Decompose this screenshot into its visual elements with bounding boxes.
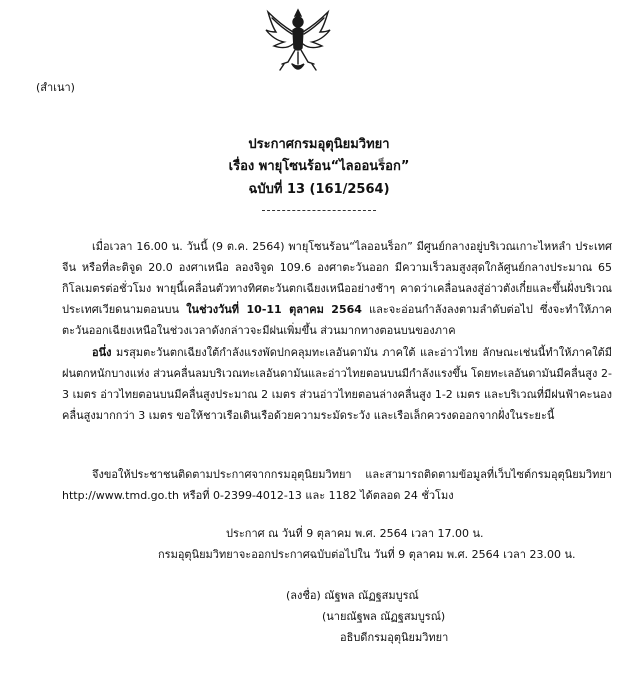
- document-title: ประกาศกรมอุตุนิยมวิทยา: [248, 137, 390, 152]
- signature-line: (ลงชื่อ) ณัฐพล ณัฏฐสมบูรณ์: [286, 589, 419, 602]
- signatory-name: (นายณัฐพล ณัฏฐสมบูรณ์): [322, 610, 446, 623]
- signatory-position: อธิบดีกรมอุตุนิยมวิทยา: [340, 631, 449, 644]
- next-announcement: กรมอุตุนิยมวิทยาจะออกประกาศฉบับต่อไปใน วันที่ 9 ตุลาคม พ.ศ. 2564 เวลา 23.00 น.: [158, 548, 576, 561]
- storm-info-tail: และจะอ่อนกำลังลงตามลำดับต่อไป ซึ่งจะทำให้ภาคตะวันออกเฉียงเหนือในช่วงเวลาดังกล่าวจะมีฝนเพิ่มขึ้น ส่วนมากทางตอนบนของภาค: [62, 303, 612, 337]
- copy-mark: (สำเนา): [36, 81, 75, 94]
- announcement-date: ประกาศ ณ วันที่ 9 ตุลาคม พ.ศ. 2564 เวลา 17.00 น.: [226, 527, 484, 540]
- paragraph-follow-up: [62, 464, 612, 506]
- paragraph-monsoon: [62, 342, 612, 426]
- document-subject: เรื่อง พายุโซนร้อน“ไลออนร็อก”: [228, 159, 410, 174]
- storm-date-range: ในช่วงวันที่ 10-11 ตุลาคม 2564: [186, 303, 362, 316]
- storm-info-text: เมื่อเวลา 16.00 น. วันนี้ (9 ต.ค. 2564) พายุโซนร้อน“ไลออนร็อก” มีศูนย์กลางอยู่บริเวณเกาะไหหลำ ประเทศจีน หรือที่ละติจูด 20.0 องศาเหนือ ลองจิจูด 109.6 องศาตะวันออก มีความเร็วลมสูงสุดใกล้ศูนย์กลางประมาณ 65 กิโลเมตรต่อชั่วโมง พายุนี้เคลื่อนตัวทางทิศตะวันตกเฉียงเหนืออย่างช้าๆ คาดว่าเคลื่อนลงสู่อ่าวตังเกี๋ยและขึ้นฝั่งบริเวณประเทศเวียดนามตอนบน: [62, 240, 612, 316]
- issue-number: ฉบับที่ 13 (161/2564): [248, 182, 390, 197]
- monsoon-text: มรสุมตะวันตกเฉียงใต้กำลังแรงพัดปกคลุมทะเลอันดามัน ภาคใต้ และอ่าวไทย ลักษณะเช่นนี้ทำให้ภาคใต้มีฝนตกหนักบางแห่ง ส่วนคลื่นลมบริเวณทะเลอันดามันและอ่าวไทยตอนบนมีกำลังแรงขึ้น โดยทะเลอันดามันมีคลื่นสูง 2-3 เมตร อ่าวไทยตอนบนมีคลื่นสูงประมาณ 2 เมตร ส่วนอ่าวไทยตอนล่างคลื่นสูง 1-2 เมตร และบริเวณที่มีฝนฟ้าคะนองคลื่นสูงมากกว่า 3 เมตร ขอให้ชาวเรือเดินเรือด้วยความระมัดระวัง และเรือเล็กควรงดออกจากฝั่งในระยะนี้: [62, 346, 612, 422]
- separator-line: [262, 210, 376, 211]
- monsoon-lead: อนึ่ง: [92, 346, 112, 359]
- garuda-emblem-icon: [262, 4, 334, 78]
- paragraph-storm-info: [62, 236, 612, 341]
- follow-up-text: จึงขอให้ประชาชนติดตามประกาศจากกรมอุตุนิยมวิทยา และสามารถติดตามข้อมูลที่เว็บไซต์กรมอุตุนิยมวิทยา http://www.tmd.go.th หรือที่ 0-2399-4012-13 และ 1182 ได้ตลอด 24 ชั่วโมง: [62, 468, 612, 502]
